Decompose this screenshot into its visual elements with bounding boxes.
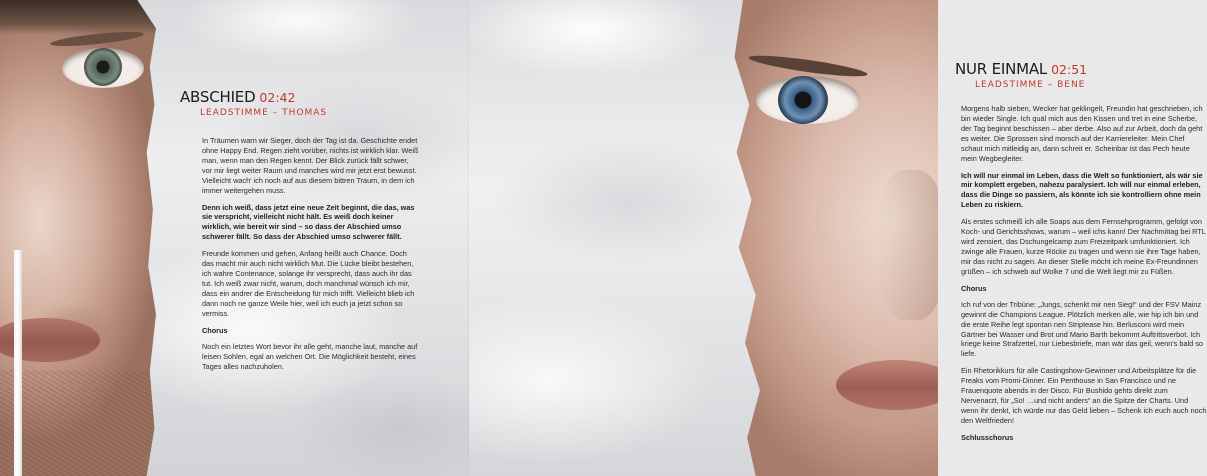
verse-2: Freunde kommen und gehen, Anfang heißt auch Chance. Doch das macht mir auch nicht wirklich Mut. Die Lücke bleibt bestehen, ich wahre Contenance, solange ihr versprecht, dass auch ihr das tut. Ich weiß zwar nicht, warum, doch manchmal wünsch ich mir, dass ein andrer die Entscheidung für mich trifft. Vielleicht blieb ich dann noch ne ganze Weile hier, weil ich euch ja jetzt schon so vermiss. xyxy=(202,249,415,318)
stubble xyxy=(0,370,156,476)
refrain: Denn ich weiß, dass jetzt eine neue Zeit beginnt, die das, was sie verspricht, vielleicht nicht hält. Es weiß doch keiner wirklich, wie bereit wir sind – so dass der Abschied umso schwerer fällt. So dass der Abschied umso schwerer fällt. xyxy=(202,202,415,242)
iris xyxy=(778,76,828,124)
lyrics xyxy=(955,104,1207,442)
song-title-row xyxy=(180,88,420,107)
song-abschied xyxy=(180,88,420,378)
mouth xyxy=(836,360,938,410)
song-duration: 02:51 xyxy=(1051,62,1088,77)
refrain: Ich will nur einmal im Leben, dass die Welt so funktioniert, als wär sie mir komplett ergeben, nahezu paralysiert. Ich will nur einmal erleben, dass die Dinge so passiern, als könnte ich sie kontrolliern ohne mein Leben zu riskiern. xyxy=(961,170,1203,210)
iris xyxy=(84,48,122,86)
outro: Noch ein letztes Wort bevor ihr alle geht, manche laut, manche auf leisen Sohlen, egal an welchen Ort. Die Möglichkeit besteht, eines Tages alles nachzuholen. xyxy=(202,341,418,371)
chorus-label: Chorus xyxy=(961,283,987,293)
face-photo-right xyxy=(726,0,938,476)
lead-vocal-credit: LEADSTIMME – THOMAS xyxy=(200,108,328,118)
verse-1: In Träumen warn wir Sieger, doch der Tag ist da. Geschichte endet ohne Happy End. Regen zieht vorüber, nichts ist wirklich klar. Weiß man, wenn man den Regen kennt. Der Blick zurück fällt schwer, vor mir liegt weiter Raum und manches wird mir jetzt erst bewusst. Vielleicht wach' ich noch auf aus diesem bittren Traum, in dem ich immer weitergehen muss. xyxy=(202,136,419,195)
chorus-label: Chorus xyxy=(202,325,228,335)
verse-1: Morgens halb sieben, Wecker hat geklingelt, Freundin hat geschrieben, ich bin wieder Single. Ich quäl mich aus den Kissen und tret in eine Scherbe, der Tag beginnt beschissen – aber derbe. Also auf zur Arbeit, doch da geht es weiter. Die Sprossen sind morsch auf der Karriereleiter. Mein Chef schaut mich mitleidig an, dann schreit er. Scheinbar ist das Pech heute mein Wegbegleiter. xyxy=(961,104,1203,163)
face-photo-left xyxy=(0,0,156,476)
lyrics xyxy=(180,136,420,371)
torn-paper-strip xyxy=(14,250,22,476)
song-title-row xyxy=(955,60,1207,79)
final-chorus-label: Schlusschorus xyxy=(961,432,1014,442)
verse-2: Als erstes schmeiß ich alle Soaps aus dem Fernsehprogramm, gefolgt von Koch- und Gerichtsshows, warum – weil ichs kann! Der Nachmittag bei RTL wird zensiert, das Dschungelcamp zum Freizeitpark umfunktioniert. Ich zwinge alle Frauen, kurze Röcke zu tragen und wenn sie ihre Tage haben, mir das nicht zu sagen. An dieser Stelle möcht ich meine Ex-Freundinnen grüßen – ich schweb auf Wolke 7 und die Welt liegt mir zu Füßen. xyxy=(961,217,1206,276)
lead-vocal-credit: LEADSTIMME – BENE xyxy=(975,80,1086,90)
verse-3: Ich ruf von der Tribüne: „Jungs, schenkt mir nen Sieg!“ und der FSV Mainz gewinnt die Champions League. Plötzlich merken alle, wie hip ich bin und die erste Reihe legt spontan nen Striptease hin. Berlusconi wird mein Gärtner bei Wasser und Brot und Mario Barth bekommt Auftrittsverbot. Ich kriege keine Strafzettel, nur Liebesbriefe, man wär das geil, wenn's bald so liefe. xyxy=(961,299,1203,359)
song-title: NUR EINMAL xyxy=(955,60,1048,78)
verse-4: Ein Rhetorikkurs für alle Castingshow-Gewinner und Arbeitsplätze für die Freaks vom Promi-Dinner. Ein Penthouse in San Francisco und ne Frauenquote abends in der Disco. Für Bushido gehts direkt zum Nervenarzt, für „So! …und nicht anders“ an die Spitze der Charts. Und wenn ihr denkt, ich würde nur das Geld lieben – Schenk ich euch auch noch den Weltfrieden! xyxy=(961,366,1207,425)
song-nur-einmal xyxy=(955,60,1207,449)
song-duration: 02:42 xyxy=(259,90,296,105)
song-title: ABSCHIED xyxy=(180,88,256,106)
left-page xyxy=(0,0,469,476)
nose xyxy=(876,170,938,320)
hair xyxy=(0,0,156,34)
